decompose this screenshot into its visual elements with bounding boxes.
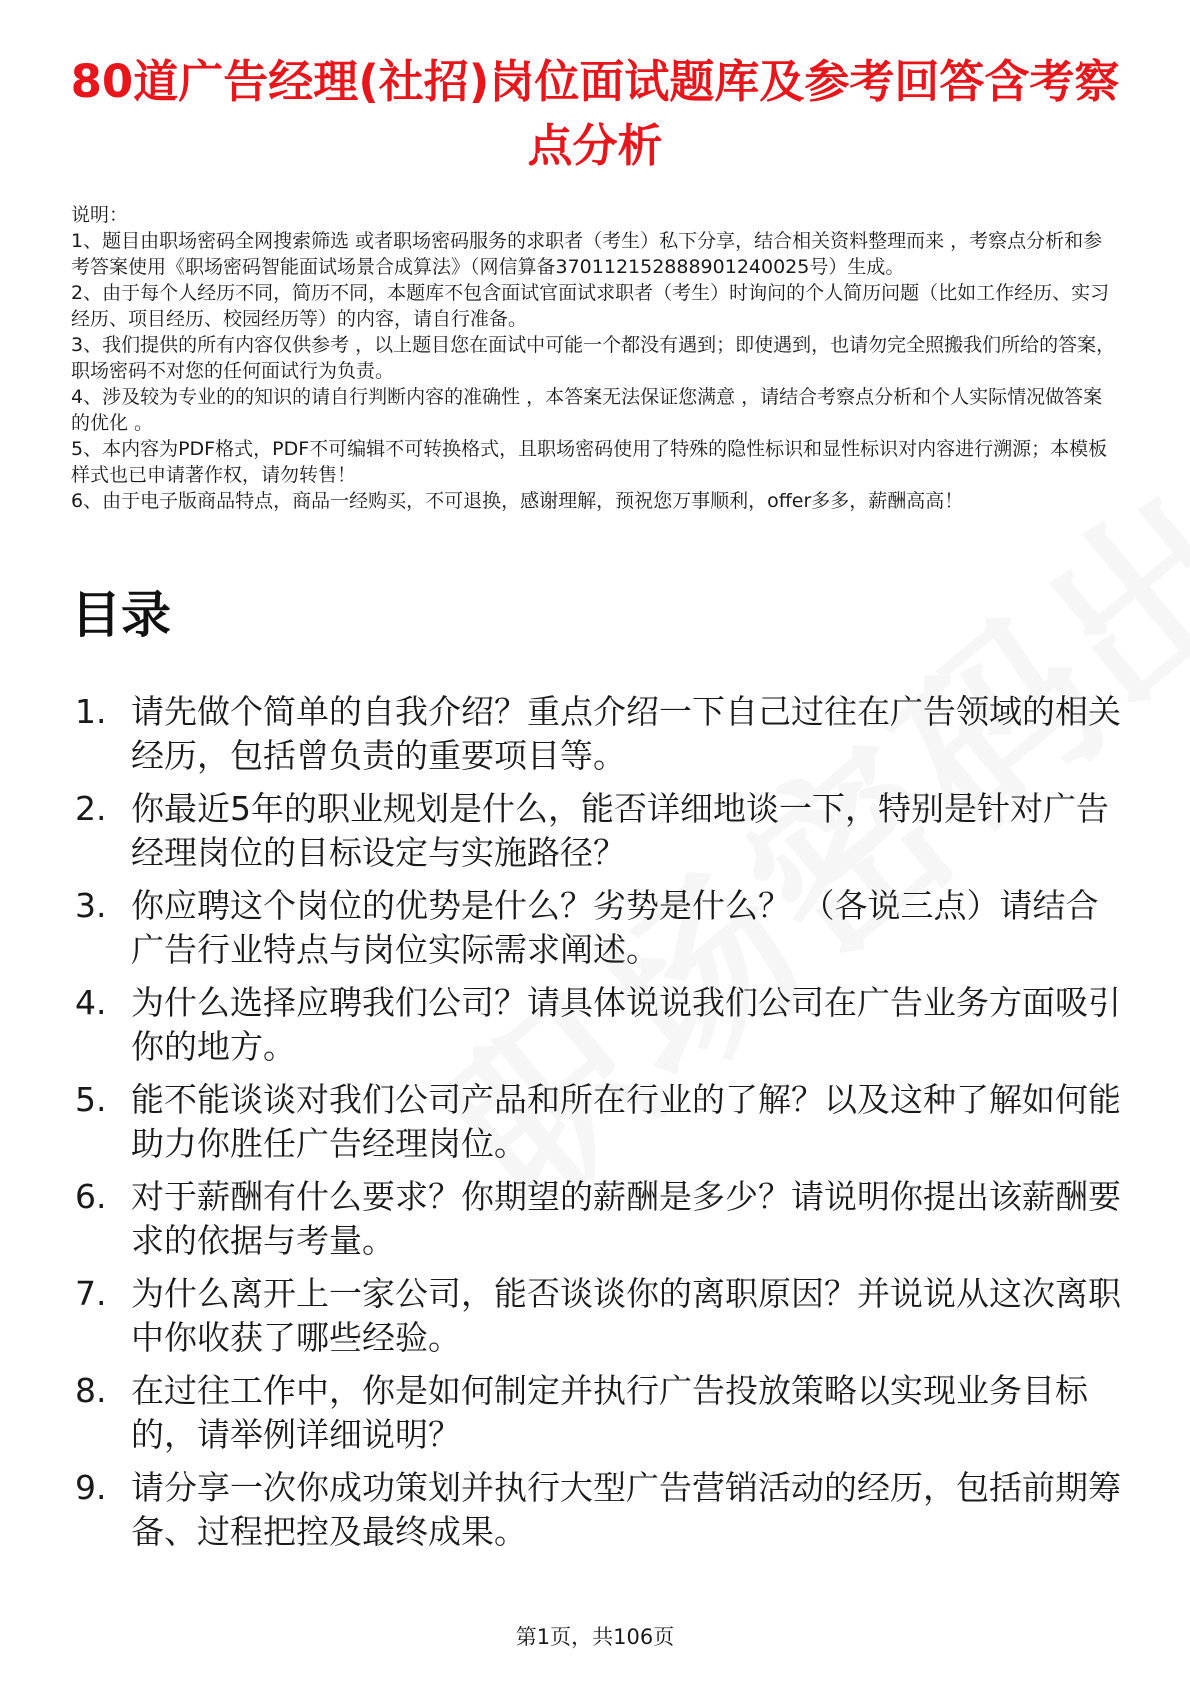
toc-item-number: 9. — [75, 1468, 107, 1507]
toc-item-number: 7. — [75, 1274, 107, 1313]
notes-section — [71, 202, 1121, 514]
toc-item[interactable] — [71, 1175, 1131, 1263]
document-title: 80道广告经理(社招)岗位面试题库及参考回答含考察点分析 — [70, 55, 1120, 172]
toc-heading: 目录 — [71, 586, 171, 644]
note-item: 4、涉及较为专业的的知识的请自行判断内容的准确性 ，本答案无法保证您满意 ，请结合考察点分析和个人实际情况做答案的优化 。 — [71, 386, 1103, 434]
toc-item-text: 你最近5年的职业规划是什么，能否详细地谈一下，特别是针对广告经理岗位的目标设定与实施路径？ — [131, 789, 1109, 872]
toc-item-number: 3. — [75, 886, 107, 925]
toc-item[interactable] — [71, 884, 1131, 972]
page-number-footer: 第1页，共106页 — [515, 1625, 675, 1649]
toc-list — [71, 690, 1131, 1563]
note-item: 5、本内容为PDF格式，PDF不可编辑不可转换格式，且职场密码使用了特殊的隐性标识和显性标识对内容进行溯源；本模板样式也已申请著作权，请勿转售！ — [71, 438, 1108, 486]
toc-item-text: 在过往工作中，你是如何制定并执行广告投放策略以实现业务目标的，请举例详细说明？ — [131, 1371, 1088, 1454]
toc-item-number: 5. — [75, 1080, 107, 1119]
toc-item[interactable] — [71, 1369, 1131, 1457]
toc-item[interactable] — [71, 981, 1131, 1069]
toc-item[interactable] — [71, 690, 1131, 778]
toc-item-text: 你应聘这个岗位的优势是什么？劣势是什么？ （各说三点）请结合广告行业特点与岗位实际需求阐述。 — [131, 886, 1099, 969]
note-item: 6、由于电子版商品特点，商品一经购买，不可退换，感谢理解，预祝您万事顺利，offer多多，薪酬高高！ — [71, 490, 964, 512]
note-item: 2、由于每个人经历不同，简历不同，本题库不包含面试官面试求职者（考生）时询问的个人简历问题（比如工作经历、实习经历、项目经历、校园经历等）的内容，请自行准备。 — [71, 282, 1110, 330]
toc-item-text: 能不能谈谈对我们公司产品和所在行业的了解？以及这种了解如何能助力你胜任广告经理岗位。 — [131, 1080, 1121, 1163]
toc-item-text: 为什么离开上一家公司，能否谈谈你的离职原因？并说说从这次离职中你收获了哪些经验。 — [131, 1274, 1121, 1357]
toc-item-number: 6. — [75, 1177, 107, 1216]
toc-item-number: 8. — [75, 1371, 107, 1410]
toc-item-text: 为什么选择应聘我们公司？请具体说说我们公司在广告业务方面吸引你的地方。 — [131, 983, 1121, 1066]
toc-item-number: 4. — [75, 983, 107, 1022]
toc-item[interactable] — [71, 787, 1131, 875]
note-item: 3、我们提供的所有内容仅供参考 ，以上题目您在面试中可能一个都没有遇到；即使遇到，也请勿完全照搬我们所给的答案，职场密码不对您的任何面试行为负责。 — [71, 334, 1116, 382]
toc-item-text: 请先做个简单的自我介绍？重点介绍一下自己过往在广告领域的相关经历，包括曾负责的重要项目等。 — [131, 692, 1121, 775]
toc-item-number: 2. — [75, 789, 107, 828]
toc-item[interactable] — [71, 1078, 1131, 1166]
note-item: 1、题目由职场密码全网搜索筛选 或者职场密码服务的求职者（考生）私下分享，结合相关资料整理而来 ，考察点分析和参考答案使用《职场密码智能面试场景合成算法》（网信算备370112152888901240025号）生成。 — [71, 230, 1103, 278]
toc-item-text: 对于薪酬有什么要求？你期望的薪酬是多少？请说明你提出该薪酬要求的依据与考量。 — [131, 1177, 1121, 1260]
toc-item[interactable] — [71, 1272, 1131, 1360]
toc-item-text: 请分享一次你成功策划并执行大型广告营销活动的经历，包括前期筹备、过程把控及最终成果。 — [131, 1468, 1121, 1551]
toc-item[interactable] — [71, 1466, 1131, 1554]
toc-item-number: 1. — [75, 692, 107, 731]
notes-heading: 说明： — [71, 204, 129, 226]
